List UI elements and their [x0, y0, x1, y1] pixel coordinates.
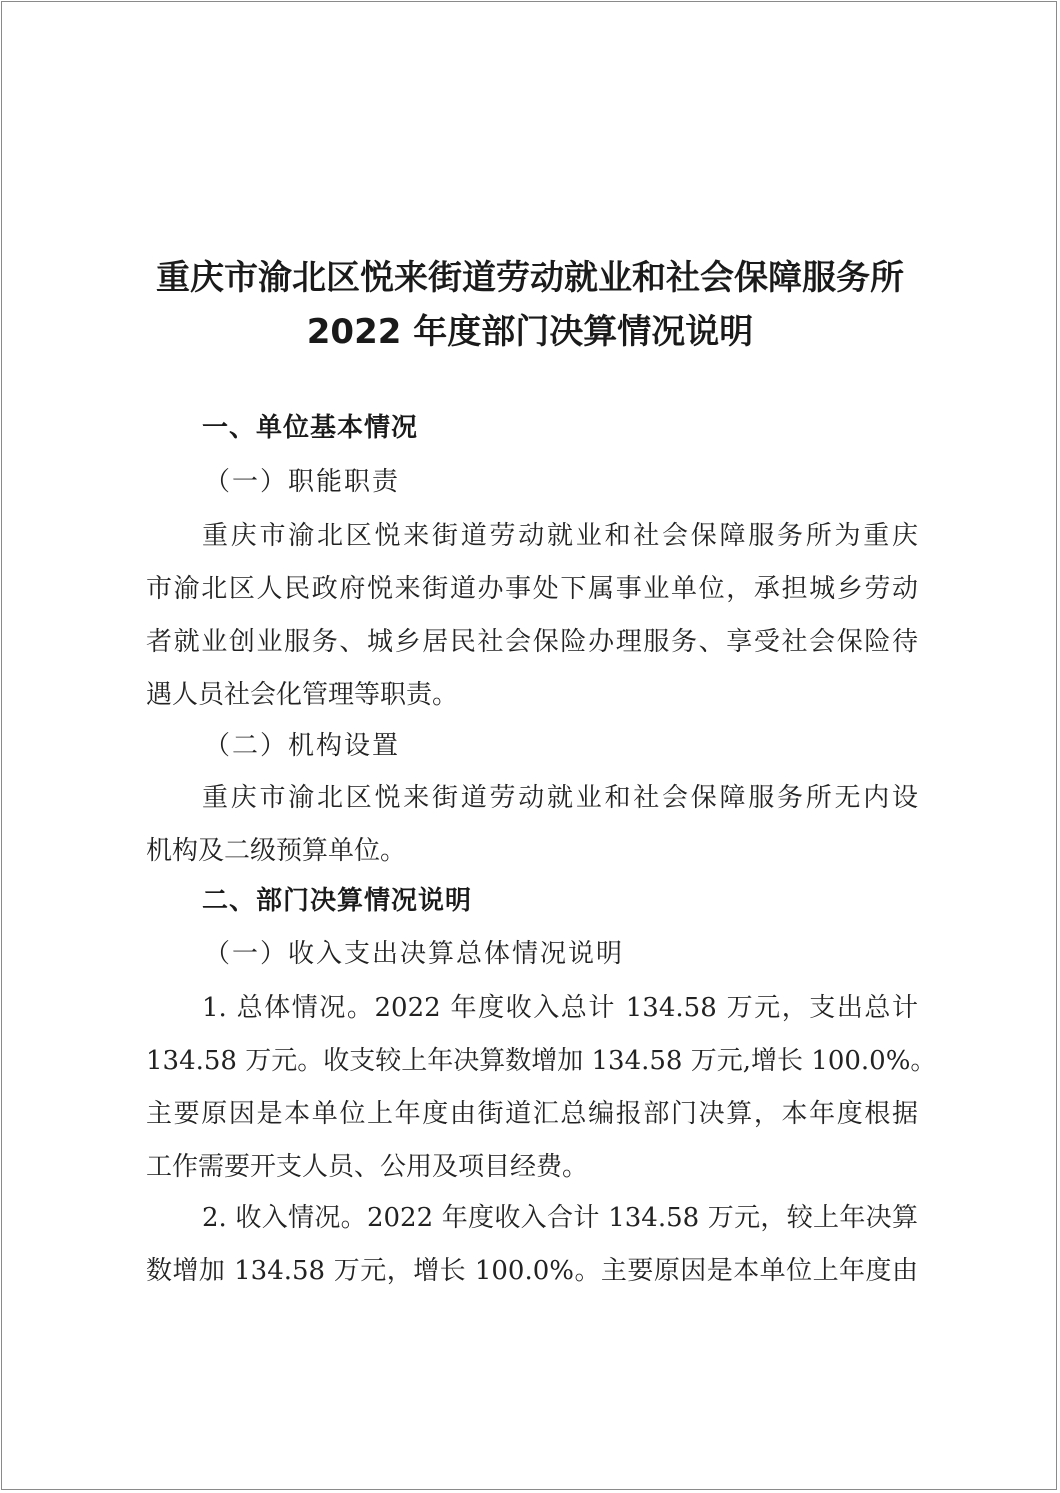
document-title-line2: 2022 年度部门决算情况说明	[306, 312, 754, 352]
subsection-heading-functions: （一）职能职责	[204, 467, 401, 497]
section-heading-final-accounts: 二、部门决算情况说明	[202, 886, 473, 916]
paragraph-line: 重庆市渝北区悦来街道劳动就业和社会保障服务所无内设	[202, 783, 918, 813]
paragraph-line: 市渝北区人民政府悦来街道办事处下属事业单位，承担城乡劳动	[146, 574, 918, 604]
paragraph-line: 数增加 134.58 万元，增长 100.0%。主要原因是本单位上年度由	[146, 1256, 918, 1286]
subsection-heading-organization: （二）机构设置	[204, 731, 401, 761]
section-heading-basic-info: 一、单位基本情况	[202, 413, 419, 443]
paragraph-line: 机构及二级预算单位。	[146, 836, 407, 866]
paragraph-line: 134.58 万元。收支较上年决算数增加 134.58 万元,增长 100.0%。	[146, 1046, 937, 1076]
paragraph-line: 工作需要开支人员、公用及项目经费。	[146, 1152, 589, 1182]
paragraph-line: 遇人员社会化管理等职责。	[146, 680, 459, 710]
paragraph-line: 者就业创业服务、城乡居民社会保险办理服务、享受社会保险待	[146, 627, 918, 657]
document-title-line1: 重庆市渝北区悦来街道劳动就业和社会保障服务所	[156, 258, 904, 298]
subsection-heading-income-expense: （一）收入支出决算总体情况说明	[204, 939, 625, 969]
paragraph-line: 主要原因是本单位上年度由街道汇总编报部门决算，本年度根据	[146, 1099, 918, 1129]
paragraph-line: 1. 总体情况。2022 年度收入总计 134.58 万元，支出总计	[202, 993, 918, 1023]
document-page	[1, 1, 1057, 1490]
paragraph-line: 重庆市渝北区悦来街道劳动就业和社会保障服务所为重庆	[202, 521, 918, 551]
paragraph-line: 2. 收入情况。2022 年度收入合计 134.58 万元，较上年决算	[202, 1203, 918, 1233]
